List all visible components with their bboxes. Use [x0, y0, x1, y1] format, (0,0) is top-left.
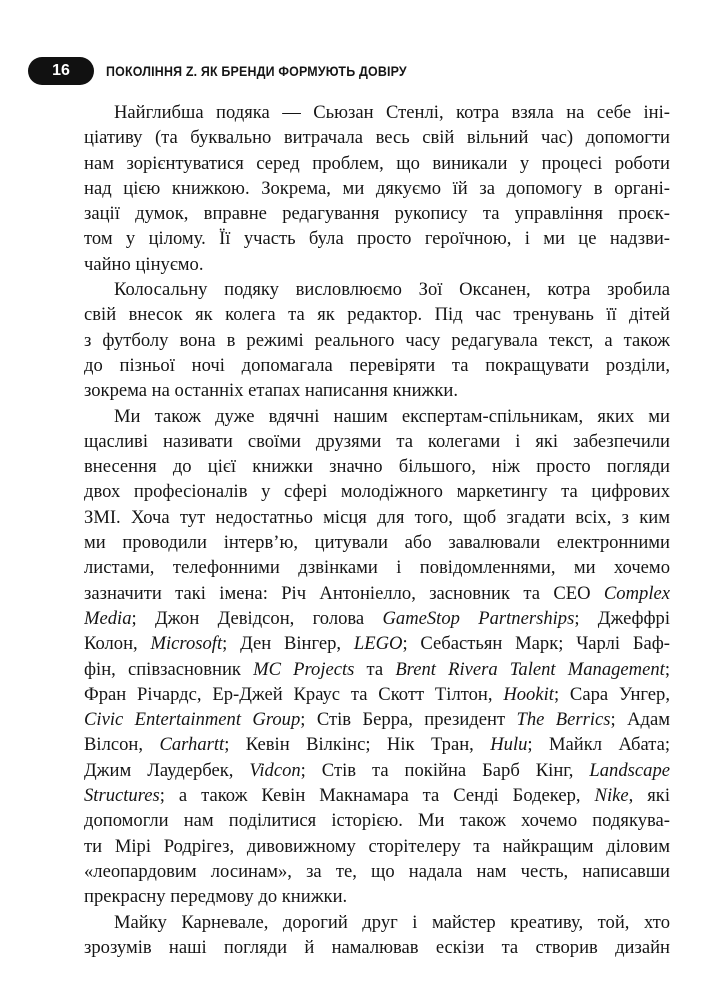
text-span: зації думок, вправне редагування рукопису та управління проєк-	[84, 203, 670, 225]
text-span: ти Мірі Родрігез, дивовижному сторітелеру та найкращим діловим	[84, 835, 670, 857]
body-text	[84, 100, 670, 960]
text-line	[84, 758, 670, 783]
text-span: зазначити такі імена: Річ Антоніелло, засновник та CEO	[84, 582, 604, 604]
italic-text: Complex	[603, 582, 670, 604]
italic-text: Hookit	[503, 683, 554, 705]
text-span: листами, телефонними дзвінками і повідомленнями, ми хочемо	[84, 557, 670, 579]
running-header	[28, 56, 433, 86]
italic-text: GameStop Partnerships	[382, 607, 575, 629]
italic-text: Nike	[594, 785, 629, 807]
italic-text: Civic Entertainment Group	[84, 709, 301, 731]
italic-text: MC Projects	[253, 658, 355, 680]
text-span: внесення до цієї книжки значно більшого, ніж просто погляди	[84, 456, 670, 478]
text-span: ціативу (та буквально витрачала весь свій вільний час) допомогти	[84, 127, 670, 149]
text-line	[84, 454, 670, 479]
text-line	[84, 808, 670, 833]
text-line	[84, 910, 670, 935]
text-line	[84, 505, 670, 530]
text-span: ; Стів Берра, президент	[300, 709, 517, 731]
text-span: та	[354, 658, 396, 680]
text-span: Колон,	[84, 633, 151, 655]
italic-text: Vidcon	[249, 759, 301, 781]
text-line	[84, 783, 670, 808]
text-line	[84, 302, 670, 327]
text-span: ; Ден Вінгер,	[222, 633, 354, 655]
text-span: том у цілому. Її участь була просто героїчною, і ми це надзви-	[84, 228, 670, 250]
text-line	[84, 834, 670, 859]
text-span: Найглибша подяка — Сьюзан Стенлі, котра взяла на себе іні-	[114, 102, 670, 123]
text-line	[84, 555, 670, 580]
text-line	[84, 581, 670, 606]
text-span: ; Джеффрі	[574, 607, 670, 629]
italic-text: LEGO	[353, 633, 403, 655]
text-line	[84, 176, 670, 201]
italic-text: Hulu	[490, 734, 528, 756]
text-line	[84, 226, 670, 251]
text-span: фін, співзасновник	[84, 658, 254, 680]
text-line	[84, 707, 670, 732]
text-span: нам зорієнтуватися серед проблем, що виникали у процесі роботи	[84, 152, 670, 174]
text-span: ; Адам	[610, 709, 670, 731]
italic-text: Landscape	[589, 759, 670, 781]
text-span: двох професіоналів у сфері молодіжного маркетингу та цифрових	[84, 481, 670, 503]
text-span: чайно цінуємо.	[84, 253, 204, 275]
text-span: ЗМІ. Хоча тут недостатньо місця для того, щоб згадати всіх, з ким	[84, 506, 670, 528]
text-span: ; а також Кевін Макнамара та Сенді Бодекер,	[159, 785, 595, 807]
text-span: Майку Карневале, дорогий друг і майстер креативу, той, хто	[114, 911, 670, 933]
text-line	[84, 125, 670, 150]
text-span: з футболу вона в режимі реального часу редагувала текст, а також	[84, 329, 670, 351]
text-span: щасливі називати своїми друзями та колегами і які забезпечили	[84, 430, 670, 452]
text-line	[84, 606, 670, 631]
text-line	[84, 201, 670, 226]
italic-text: Media	[84, 607, 132, 629]
italic-text: Structures	[84, 785, 160, 807]
text-line	[84, 884, 670, 909]
text-span: зокрема на останніх етапах написання книжки.	[84, 380, 459, 402]
text-span: Фран Річардс, Ер-Джей Краус та Скотт Тілтон,	[84, 683, 504, 705]
text-span: прекрасну передмову до книжки.	[84, 886, 348, 908]
text-line	[84, 151, 670, 176]
text-span: Вілсон,	[84, 734, 160, 756]
text-span: ; Кевін Вілкінс; Нік Тран,	[224, 734, 491, 756]
text-line	[84, 859, 670, 884]
text-span: Ми також дуже вдячні нашим експертам-спільникам, яких ми	[114, 405, 670, 427]
text-line	[84, 429, 670, 454]
text-line	[84, 732, 670, 757]
text-span: над цією книжкою. Зокрема, ми дякуємо їй за допомогу в органі-	[84, 177, 670, 199]
italic-text: Microsoft	[150, 633, 223, 655]
text-span: ; Сара Унгер,	[553, 683, 670, 705]
text-span: ; Стів та покійна Барб Кінг,	[300, 759, 590, 781]
text-line	[84, 328, 670, 353]
text-span: зрозумів наші погляди й намалював ескізи та створив дизайн	[84, 936, 670, 958]
italic-text: Brent Rivera Talent Management	[395, 658, 665, 680]
text-line	[84, 479, 670, 504]
text-line	[84, 657, 670, 682]
text-span: ;	[664, 658, 670, 680]
text-span: ; Себастьян Марк; Чарлі Баф-	[402, 633, 670, 655]
text-line	[84, 353, 670, 378]
text-span: Джим Лаудербек,	[84, 759, 250, 781]
text-line	[84, 631, 670, 656]
text-line	[84, 100, 670, 125]
text-line	[84, 404, 670, 429]
text-line	[84, 252, 670, 277]
text-line	[84, 378, 670, 403]
text-span: свій внесок як колега та як редактор. Під час тренувань її дітей	[84, 304, 670, 326]
text-span: «леопардовим лосинам», за те, що надала нам честь, написавши	[84, 860, 670, 882]
text-span: ; Майкл Абата;	[527, 734, 670, 756]
text-line	[84, 277, 670, 302]
running-title: ПОКОЛІННЯ Z. ЯК БРЕНДИ ФОРМУЮТЬ ДОВІРУ	[106, 63, 407, 79]
text-line	[84, 935, 670, 960]
text-span: до пізньої ночі допомагала перевіряти та покращувати розділи,	[84, 354, 670, 376]
text-line	[84, 530, 670, 555]
text-span: Колосальну подяку висловлюємо Зої Оксанен, котра зробила	[114, 279, 670, 301]
text-span: допомогли нам поділитися історією. Ми також хочемо подякува-	[84, 810, 670, 832]
text-line	[84, 682, 670, 707]
page-number-badge: 16	[28, 57, 94, 85]
italic-text: The Berrics	[516, 709, 611, 731]
text-span: , які	[628, 785, 670, 807]
italic-text: Carhartt	[159, 734, 225, 756]
text-span: ми проводили інтерв’ю, цитували або завалювали електронними	[84, 532, 670, 554]
text-span: ; Джон Девідсон, голова	[131, 607, 383, 629]
